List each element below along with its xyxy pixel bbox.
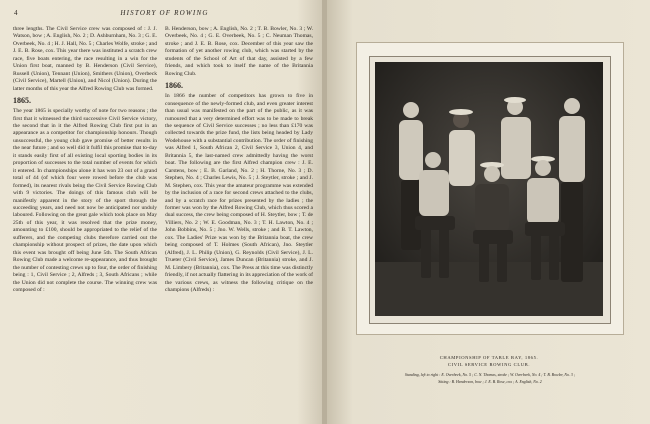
paragraph-crew-list: B. Henderson, bow ; A. English, No. 2 ; T. B. Bowler, No. 3 ; W. Overbeek, No. 4 ; G. E. Overbeek, No. 5 ; C. Neuman Thomas, stroke ; and J. E. B. Rose, cox. December of this year saw the formation of yet another rowing club, which was started by the students of the School of Art of that day, assisted by a few friends, and which took to itself the name of the Britannia Rowing Club. [165,26,313,77]
crew-photograph-illustration [375,62,603,316]
crew-photograph [375,62,603,316]
paragraph-intro: three lengths. The Civil Service crew was composed of : J. J. Watson, bow ; A. English, No. 2 ; D. Ashburnham, No. 3 ; G. E. Overbeek, No. 4 ; H. J. Hall, No. 5 ; Charles Wolfe, stroke ; and J. E. B. Rose, cox. This year there was instituted a scratch crew race, five boats entering, the race resulting in a win for the Union first boat, manned by B. Henderson (Civil Service), Russell (Union), Tennant (Union), Smithers (Union), Overbeck (Civil Service), Martell (Union), and Nicol (Union). During the latter months of this year the Alfred Rowing Club was formed. [13,26,157,92]
plate-caption-subtitle: CIVIL SERVICE ROWING CLUB. [447,362,531,367]
left-page [0,0,323,424]
year-heading-1866: 1866. [165,81,183,91]
plate-caption-title: CHAMPIONSHIP OF TABLE BAY, 1865. [439,355,539,360]
running-head [14,9,315,17]
text-column-1 [13,26,157,418]
paragraph-1865: The year 1865 is specially worthy of note for two reasons ; the first that it witnessed the third successive Civil Service victory, the second that in it the Alfred Rowing Club first put in an appearance as a competitor for championship honours. Though unsuccessful, the young club gave promise of better results in the near future ; and so well did it fulfil this promise that to-day it stands easily first of all existing local sporting bodies in its proportion of successes to the total number of events for which it entered. In championships alone it has won 23 out of a grand total of 44 (of which four were rowed before the club was formed), its nearest rivals being the Civil Service Rowing Club with 9 victories. The doings of this famous club will be manifestly apparent in the story of the sport through the succeeding years, and need not now be anticipated nor unduly laboured. Following on the great gale which took place on May 25th of this year, it was resolved that the prize money, amounting to £100, should be appropriated to the relief of the sufferers, and the competing clubs therefore carried out the championship without prospect of prizes, the date upon which this event was brought off being June 5th. The South African Rowing Club made a welcome re-appearance, and thus brought the number of contesting crews up to four, the order of finishing being : 1, Civil Service ; 2, Alfreds ; 3, South Africans ; while the Union did not complete the course. The winning crew was composed of : [13,108,157,293]
running-head-title: HISTORY OF ROWING [120,9,209,17]
year-heading-1865: 1865. [13,96,31,106]
caption-standing-line: Standing, left to right : E. Overbeek, No. 5 ; C. N. Thomas, stroke ; W. Overbeek, No. 4 ; T. B. Bowler, No. 3 ; [404,373,576,377]
page-number: 4 [14,9,19,17]
caption-sitting-line: Sitting : B. Henderson, bow ; J. E. B. Rose, cox ; A. English, No. 2 [438,379,542,384]
text-column-2 [165,26,313,418]
plate-caption-names [346,372,634,385]
paragraph-1866: In 1866 the number of competitors has grown to five in consequence of the newly-formed club, and even greater interest than usual was manifested on the part of the public, as it was rumoured that a very determined effort was to be made to break the sequence of Civil Service successes ; no less than £170 was collected towards the prize fund, the lists being headed by Lady Wodehouse with a substantial contribution. The order of finishing was Alfred 1, South African 2, Civil Service 3, Union 4, and Britannia 5, the last-named crew admittedly having the worst boat. The following are the first Alfred champion crew : J. E. Carstens, bow ; E. B. Garland, No. 2 ; H. Thorne, No. 3 ; D. Stephen, No. 4 ; Charles Lewis, No. 5 ; J. Steytler, stroke ; and J. M. Stephen, cox. This year the amateur programme was extended by the inclusion of a race for second crews attached to the clubs, and by a scratch race for prizes presented by the ladies ; the former was won by the Alfred Rowing Club, which thus scored a dual success, the crew being composed of H. Steytler, bow ; T. de Villiers, No. 2 ; W. E. Goodman, No. 3 ; T. H. Lawton, No. 4 ; John Bobbins, No. 5 ; Jno. W. Wells, stroke ; and B. T. Lawton, cox. The Ladies' Prize was won by the Britannia boat, the crew being composed of T. Holmes (South African), Jno. Steytler (Alfred), J. L. Philip (Union), G. Reynolds (Civil Service), J. L. Trueter (Civil Service), James Duncan (Britannia) stroke, and J. M. Limbery (Britannia), cox. The Press at this time was distinctly friendly, if not actually flattering in its appreciation of the work of the various crews, as witness the following critique on the champions (Alfreds) : [165,93,313,293]
